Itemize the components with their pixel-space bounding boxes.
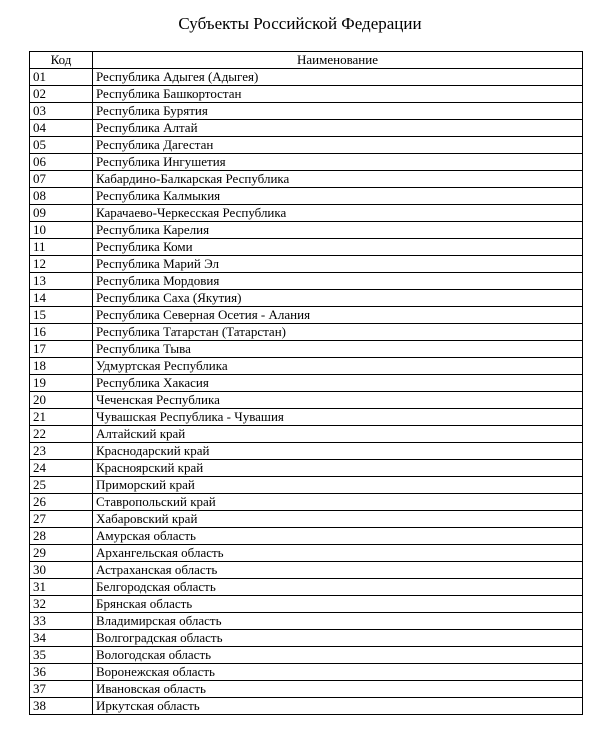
cell-name: Республика Бурятия	[93, 103, 583, 120]
cell-code: 12	[30, 256, 93, 273]
cell-code: 31	[30, 579, 93, 596]
cell-code: 29	[30, 545, 93, 562]
cell-code: 22	[30, 426, 93, 443]
cell-name: Белгородская область	[93, 579, 583, 596]
cell-code: 05	[30, 137, 93, 154]
cell-name: Республика Тыва	[93, 341, 583, 358]
subjects-table	[29, 51, 583, 715]
cell-code: 20	[30, 392, 93, 409]
table-row	[30, 307, 583, 324]
cell-name: Республика Северная Осетия - Алания	[93, 307, 583, 324]
cell-name: Иркутская область	[93, 698, 583, 715]
table-row	[30, 324, 583, 341]
table-row	[30, 477, 583, 494]
table-row	[30, 290, 583, 307]
table-row	[30, 545, 583, 562]
cell-code: 01	[30, 69, 93, 86]
cell-name: Республика Коми	[93, 239, 583, 256]
cell-code: 18	[30, 358, 93, 375]
table-row	[30, 171, 583, 188]
table-row	[30, 681, 583, 698]
table-row	[30, 562, 583, 579]
cell-code: 25	[30, 477, 93, 494]
cell-name: Волгоградская область	[93, 630, 583, 647]
cell-name: Республика Башкортостан	[93, 86, 583, 103]
cell-name: Республика Алтай	[93, 120, 583, 137]
cell-name: Приморский край	[93, 477, 583, 494]
cell-code: 15	[30, 307, 93, 324]
cell-code: 02	[30, 86, 93, 103]
cell-code: 10	[30, 222, 93, 239]
cell-code: 21	[30, 409, 93, 426]
cell-code: 38	[30, 698, 93, 715]
cell-code: 33	[30, 613, 93, 630]
table-row	[30, 630, 583, 647]
table-row	[30, 664, 583, 681]
cell-code: 34	[30, 630, 93, 647]
cell-name: Республика Ингушетия	[93, 154, 583, 171]
cell-name: Хабаровский край	[93, 511, 583, 528]
table-row	[30, 613, 583, 630]
cell-code: 17	[30, 341, 93, 358]
table-row	[30, 596, 583, 613]
table-row	[30, 188, 583, 205]
cell-name: Ивановская область	[93, 681, 583, 698]
cell-code: 06	[30, 154, 93, 171]
table-row	[30, 409, 583, 426]
cell-code: 28	[30, 528, 93, 545]
cell-name: Республика Хакасия	[93, 375, 583, 392]
table-row	[30, 341, 583, 358]
table-row	[30, 120, 583, 137]
table-row	[30, 222, 583, 239]
column-header-name: Наименование	[93, 52, 583, 69]
cell-name: Чеченская Республика	[93, 392, 583, 409]
cell-code: 11	[30, 239, 93, 256]
cell-code: 13	[30, 273, 93, 290]
table-row	[30, 528, 583, 545]
table-row	[30, 494, 583, 511]
table-row	[30, 511, 583, 528]
cell-name: Республика Саха (Якутия)	[93, 290, 583, 307]
cell-code: 04	[30, 120, 93, 137]
cell-code: 23	[30, 443, 93, 460]
cell-name: Чувашская Республика - Чувашия	[93, 409, 583, 426]
table-body	[30, 69, 583, 715]
table-row	[30, 205, 583, 222]
cell-code: 03	[30, 103, 93, 120]
table-row	[30, 647, 583, 664]
cell-name: Ставропольский край	[93, 494, 583, 511]
table-row	[30, 443, 583, 460]
cell-name: Воронежская область	[93, 664, 583, 681]
cell-code: 30	[30, 562, 93, 579]
cell-name: Вологодская область	[93, 647, 583, 664]
cell-code: 19	[30, 375, 93, 392]
cell-code: 09	[30, 205, 93, 222]
table-row	[30, 239, 583, 256]
table-row	[30, 358, 583, 375]
cell-code: 35	[30, 647, 93, 664]
column-header-code: Код	[30, 52, 93, 69]
cell-code: 37	[30, 681, 93, 698]
cell-name: Архангельская область	[93, 545, 583, 562]
cell-name: Владимирская область	[93, 613, 583, 630]
table-row	[30, 137, 583, 154]
cell-name: Республика Дагестан	[93, 137, 583, 154]
cell-name: Республика Калмыкия	[93, 188, 583, 205]
cell-name: Республика Мордовия	[93, 273, 583, 290]
cell-code: 26	[30, 494, 93, 511]
table-row	[30, 375, 583, 392]
cell-name: Республика Татарстан (Татарстан)	[93, 324, 583, 341]
cell-name: Удмуртская Республика	[93, 358, 583, 375]
table-row	[30, 103, 583, 120]
cell-code: 24	[30, 460, 93, 477]
table-row	[30, 392, 583, 409]
cell-code: 32	[30, 596, 93, 613]
cell-name: Республика Адыгея (Адыгея)	[93, 69, 583, 86]
cell-name: Астраханская область	[93, 562, 583, 579]
table-row	[30, 86, 583, 103]
table-row	[30, 154, 583, 171]
cell-name: Карачаево-Черкесская Республика	[93, 205, 583, 222]
cell-name: Республика Карелия	[93, 222, 583, 239]
table-row	[30, 579, 583, 596]
cell-name: Республика Марий Эл	[93, 256, 583, 273]
cell-name: Брянская область	[93, 596, 583, 613]
cell-code: 27	[30, 511, 93, 528]
cell-name: Краснодарский край	[93, 443, 583, 460]
table-header-row	[30, 52, 583, 69]
table-row	[30, 698, 583, 715]
cell-code: 16	[30, 324, 93, 341]
cell-name: Красноярский край	[93, 460, 583, 477]
page-title: Субъекты Российской Федерации	[178, 14, 422, 33]
table-row	[30, 256, 583, 273]
cell-name: Амурская область	[93, 528, 583, 545]
cell-name: Алтайский край	[93, 426, 583, 443]
cell-code: 08	[30, 188, 93, 205]
table-row	[30, 69, 583, 86]
cell-code: 07	[30, 171, 93, 188]
cell-code: 36	[30, 664, 93, 681]
table-row	[30, 426, 583, 443]
table-row	[30, 460, 583, 477]
table-row	[30, 273, 583, 290]
cell-code: 14	[30, 290, 93, 307]
cell-name: Кабардино-Балкарская Республика	[93, 171, 583, 188]
